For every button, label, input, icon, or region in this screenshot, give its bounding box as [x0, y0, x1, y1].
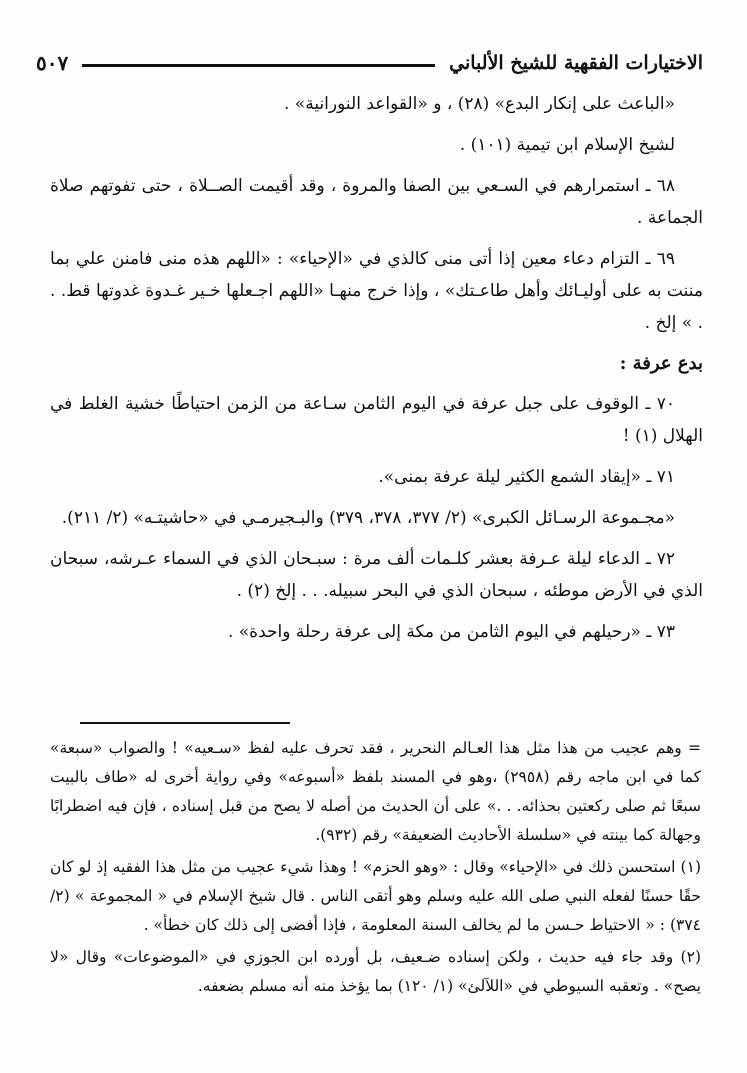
running-title: الاختيارات الفقهية للشيخ الألباني	[449, 52, 703, 74]
footnote-1: (١) استحسن ذلك في «الإحياء» وقال : «وهو الحزم» ! وهذا شيء عجيب من مثل هذا الفقيه إذ لو كان حقًا حسنًا لفعله النبي صلى الله عليه وسلم وهو أتقى الناس . قال شيخ الإسلام في « المجموعة » (٢/ ٣٧٤) : « الاحتياط حـسن ما لم يخالف السنة المعلومة ، فإذا أفضى إلى ذلك كان خطأ» .	[50, 858, 701, 934]
paragraph-attribution: لشيخ الإسلام ابن تيمية (١٠١) .	[459, 135, 675, 155]
footnotes	[50, 734, 701, 1004]
item-73: ٧٣ ـ «رحيلهم في اليوم الثامن من مكة إلى عرفة رحلة واحدة» .	[227, 622, 675, 642]
footnote-continued: = وهم عجيب من هذا مثل هذا العـالم النحرير ، فقد تحرف عليه لفظ «سـعيه» ! والصواب «سبعة» كما في ابن ماجه رقم (٢٩٥٨) ،وهو في المسند بلفظ «أسبوعه» وفي رواية أخرى له «طاف بالبيت سبعًا ثم صلى ركعتين بحذائه. . .» على أن الحديث من أصله لا يصح من قبل إسناده ، فإن فيه اضطرابًا وجهالة كما بينته في «سلسلة الأحاديث الضعيفة» رقم (٩٣٢).	[50, 739, 702, 844]
item-71: ٧١ ـ «إيقاد الشمع الكثير ليلة عرفة بمنى».	[378, 467, 675, 487]
footnote-2: (٢) وقد جاء فيه حديث ، ولكن إسناده ضـعيف، بل أورده ابن الجوزي في «الموضوعات» وقال «لا يصح» . وتعقبه السيوطي في «اللآلئ» (١/ ١٢٠) بما يؤخذ منه أنه مسلم بضعفه.	[50, 948, 701, 995]
item-68: ٦٨ ـ استمرارهم في السـعي بين الصفا والمروة ، وقد أقيمت الصــلاة ، حتى تفوتهم صلاة الجماعة .	[50, 176, 703, 228]
page-header	[32, 46, 703, 80]
page-number: ٥٠٧	[36, 51, 69, 75]
main-text	[50, 88, 703, 657]
reference-71: «مجـموعة الرسـائل الكبرى» (٢/ ٣٧٧، ٣٧٨، ٣٧٩) والبـجيرمـي في «حاشيتـه» (٢/ ٢١١).	[61, 508, 675, 528]
item-70: ٧٠ ـ الوقوف على جبل عرفة في اليوم الثامن سـاعة من الزمن احتياطًا خشية الغلط في الهلال (١) !	[50, 394, 703, 446]
item-69: ٦٩ ـ التزام دعاء معين إذا أتى منى كالذي في «الإحياء» : «اللهم هذه منى فامنن علي بما مننت به على أوليـائك وأهل طاعـتك» ، وإذا خرج منهـا «اللهم اجـعلها خـير غـدوة غدوتها قط. . . » إلخ .	[50, 249, 703, 333]
item-72: ٧٢ ـ الدعاء ليلة عـرفة بعشر كلـمات ألف مرة : سبـحان الذي في السماء عـرشه، سبحان الذي في الأرض موطئه ، سبحان الذي في البحر سبيله. . . إلخ (٢) .	[50, 549, 703, 601]
header-rule	[82, 64, 435, 67]
section-heading: بدع عرفة :	[619, 353, 703, 374]
paragraph-sources: «الباعث على إنكار البدع» (٢٨) ، و «القواعد النورانية» .	[284, 94, 675, 114]
footnote-separator	[80, 722, 290, 724]
